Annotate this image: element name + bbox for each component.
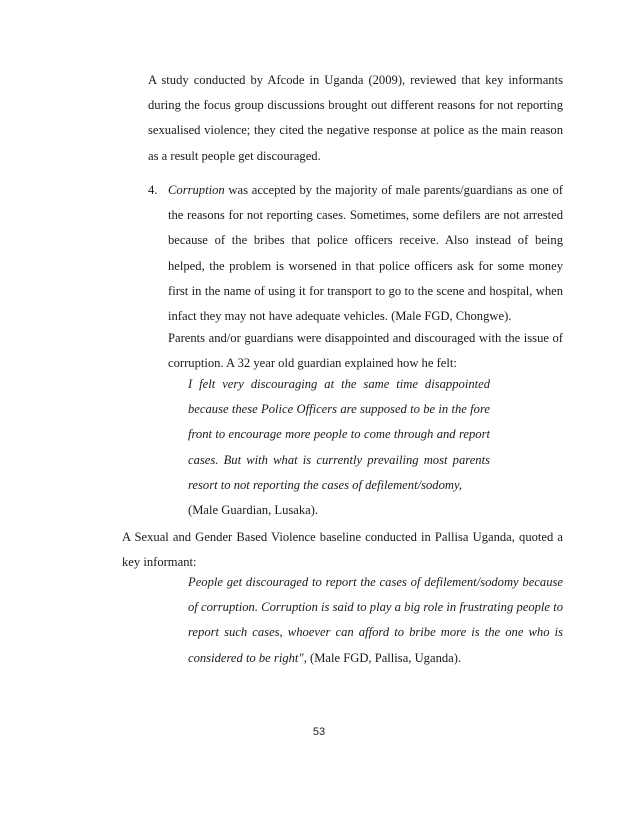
paragraph-parents-guardians: Parents and/or guardians were disappointed and discouraged with the issue of corruption. A 32 year old guardian explained how he felt: <box>168 331 563 371</box>
paragraph-afcode-study: A study conducted by Afcode in Uganda (2009), reviewed that key informants during the focus group discussions brought out different reasons for not reporting sexualised violence; they cited the negative response at police as the main reason as a result people get discouraged. <box>148 73 563 163</box>
list-item-text: was accepted by the majority of male parents/guardians as one of the reasons for not reporting cases. Sometimes, some defilers are not arrested because of the bribes that police officers receive. Also instead of being helped, the problem is worsened in that police officers ask for some money first in the name of using it for transport to go to the scene and hospital, when infact they may not have adequate vehicles. (Male FGD, Chongwe). <box>168 183 563 324</box>
quote-attribution: , (Male FGD, Pallisa, Uganda). <box>303 650 462 665</box>
list-item-term: Corruption <box>168 183 225 197</box>
block-quote-guardian <box>188 372 490 523</box>
block-quote-informant <box>188 570 563 671</box>
list-item-number: 4. <box>148 183 158 197</box>
list-item-corruption <box>168 178 563 329</box>
paragraph-sgbv-baseline: A Sexual and Gender Based Violence baseline conducted in Pallisa Uganda, quoted a key informant: <box>122 530 563 570</box>
quote-text: People get discouraged to report the cases of defilement/sodomy because of corruption. Corruption is said to play a big role in frustrating people to report such cases, whoever can afford to bribe more is the one who is considered to be right" <box>188 575 563 665</box>
quote-attribution: (Male Guardian, Lusaka). <box>188 503 319 518</box>
page-number: 53 <box>312 726 326 738</box>
quote-text: I felt very discouraging at the same time disappointed because these Police Officers are supposed to be in the fore front to encourage more people to come through and report cases. But with what is currently prevailing most parents resort to not reporting the cases of defilement/sodomy, <box>188 377 490 492</box>
